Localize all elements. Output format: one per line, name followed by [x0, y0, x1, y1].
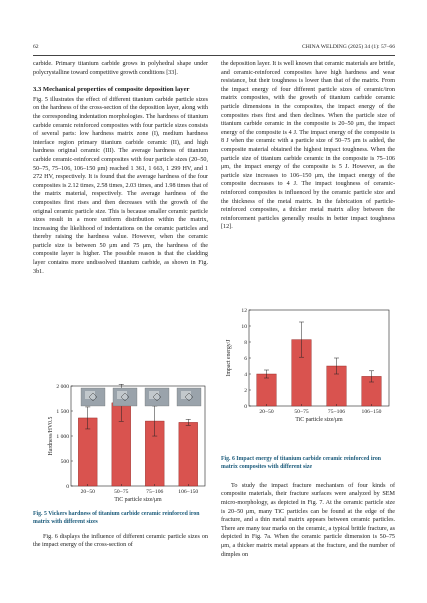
- y-tick-label: 12: [241, 308, 247, 314]
- x-tick-label: 20−50: [80, 489, 95, 495]
- x-tick-label: 50−75: [114, 489, 129, 495]
- left-column: [33, 60, 208, 276]
- impact-energy-chart: [221, 306, 395, 430]
- x-tick-label: 50−75: [294, 409, 309, 415]
- x-tick-label: 75−106: [146, 489, 164, 495]
- left-bottom: [33, 510, 208, 550]
- page-header: [33, 44, 395, 54]
- y-tick-label: 8: [244, 340, 247, 346]
- x-tick-label: 106−150: [178, 489, 199, 495]
- y-tick-label: 1 500: [56, 409, 69, 415]
- right-paragraph-2: To study the impact fracture mechanism of four kinds of composite materials, their fracture surfaces were analyzed by SEM micro-morphology, as depicted in Fig. 7. At the ceramic particle size is 20–50 μm, many TiC particles can be found at the edge of the fracture, and a thin metal matrix appears between ceramic particles. There are many tear marks on the ceramic, a typical brittle fracture, as depicted in Fig. 7a. When the ceramic particle dimension is 50–75 μm, a thicker matrix metal appears at the fracture, and the number of dimples on: [221, 482, 395, 558]
- y-axis-label: Impact energy/J: [226, 339, 232, 377]
- journal-reference: CHINA WELDING (2025) 34 (1): 57–66: [302, 44, 395, 50]
- bar-106−150: [179, 422, 198, 486]
- right-bottom: [221, 455, 395, 559]
- y-tick-label: 10: [241, 324, 247, 330]
- x-axis-label: TiC particle size/μm: [295, 417, 343, 423]
- y-tick-label: 2: [244, 388, 247, 394]
- y-tick-label: 1 000: [56, 434, 69, 440]
- figure-6-caption: Fig. 6 Impact energy of titanium carbide ceramic reinforced iron matrix composites with different size: [221, 456, 382, 471]
- header-rule: [33, 55, 395, 56]
- left-paragraph-1: carbide. Primary titanium carbide grows in polyhedral shape under polycrystalline toward competitive growth conditions [33].: [33, 61, 208, 76]
- figure-5: [33, 382, 208, 510]
- x-axis-label: TiC particle size/μm: [114, 497, 162, 503]
- right-column: [221, 60, 395, 232]
- y-tick-label: 500: [60, 459, 69, 465]
- figure-5-caption: Fig. 5 Vickers hardness of titanium carbide ceramic reinforced iron matrix with different sizes: [33, 511, 200, 526]
- y-tick-label: 0: [244, 404, 247, 410]
- left-paragraph-3: Fig. 6 displays the influence of different ceramic particle sizes on the impact energy of the cross-section of: [33, 533, 208, 549]
- hardness-chart: [33, 382, 208, 510]
- x-tick-label: 75−106: [327, 409, 346, 415]
- bar-20−50: [257, 374, 277, 406]
- y-tick-label: 0: [66, 484, 69, 490]
- right-paragraph-1: the deposition layer. It is well known that ceramic materials are brittle, and ceramic-reinforced composites have high hardness and wear resistance, but their toughness is lower than that of the matrix. From the impact energy of four different particle sizes of ceramic/iron matrix composites, with the growth of titanium carbide ceramic particle dimensions in the composites, the impact energy of the composites rises first and then declines. When the particle size of titanium carbide ceramic in the composite is 20–50 μm, the impact energy of the composite is 4 J. The impact energy of the composite is 8 J when the ceramic with a particle size of 50–75 μm is added, the composite material obtained the highest impact toughness. When the particle size of titanium carbide ceramic in the composite is 75–106 μm, the impact energy of the composite is 5 J. However, as the particle size increases to 106–150 μm, the impact energy of the composite decreases to 4 J. The impact toughness of ceramic-reinforced composites is influenced by the ceramic particle size and the thickness of the metal matrix. In the fabrication of particle-reinforced composites, a thicker metal matrix alloy between the reinforcement particles generally results in better impact toughness [12].: [221, 61, 395, 231]
- x-tick-label: 106−150: [361, 409, 382, 415]
- y-axis-label: Hardness/HV0.5: [48, 416, 54, 456]
- y-tick-label: 2 000: [56, 384, 69, 390]
- figure-6: [221, 306, 395, 430]
- section-heading: 3.3 Mechanical properties of composite deposition layer: [33, 86, 190, 94]
- y-tick-label: 6: [244, 356, 247, 362]
- y-tick-label: 4: [244, 372, 247, 378]
- left-paragraph-2: Fig. 5 illustrates the effect of different titanium carbide particle sizes on the hardness of the cross-section of the deposition layer, along with the corresponding indentation morphologies. The hardness of titanium carbide ceramic reinforced composites with four particle sizes consists of several parts: low hardness matrix zone (I), medium hardness interface region primary titanium carbide ceramic (II), and high hardness original ceramic (III). The average hardness of titanium carbide ceramic-reinforced composites with four particle sizes (20–50, 50–75, 75–106, 106–150 μm) reached 1 361, 1 663, 1 299 HV, and 1 272 HV, respectively. It is found that the average hardness of the four composites is 2.12 times, 2.58 times, 2.03 times, and 1.98 times that of the matrix material, respectively. The average hardness of the composites first rises and then decreases with the growth of the original ceramic particle size. This is because smaller ceramic particle sizes result in a more uniform distribution within the matrix, increasing the likelihood of indentations on the ceramic particles and thereby raising the hardness value. However, when the ceramic particle size is between 50 μm and 75 μm, the hardness of the composite layer is higher. The possible reason is that the cladding layer contains more undissolved titanium carbide, as shown in Fig. 3b1.: [33, 96, 208, 275]
- x-tick-label: 20−50: [259, 409, 274, 415]
- page-number: 62: [33, 44, 39, 50]
